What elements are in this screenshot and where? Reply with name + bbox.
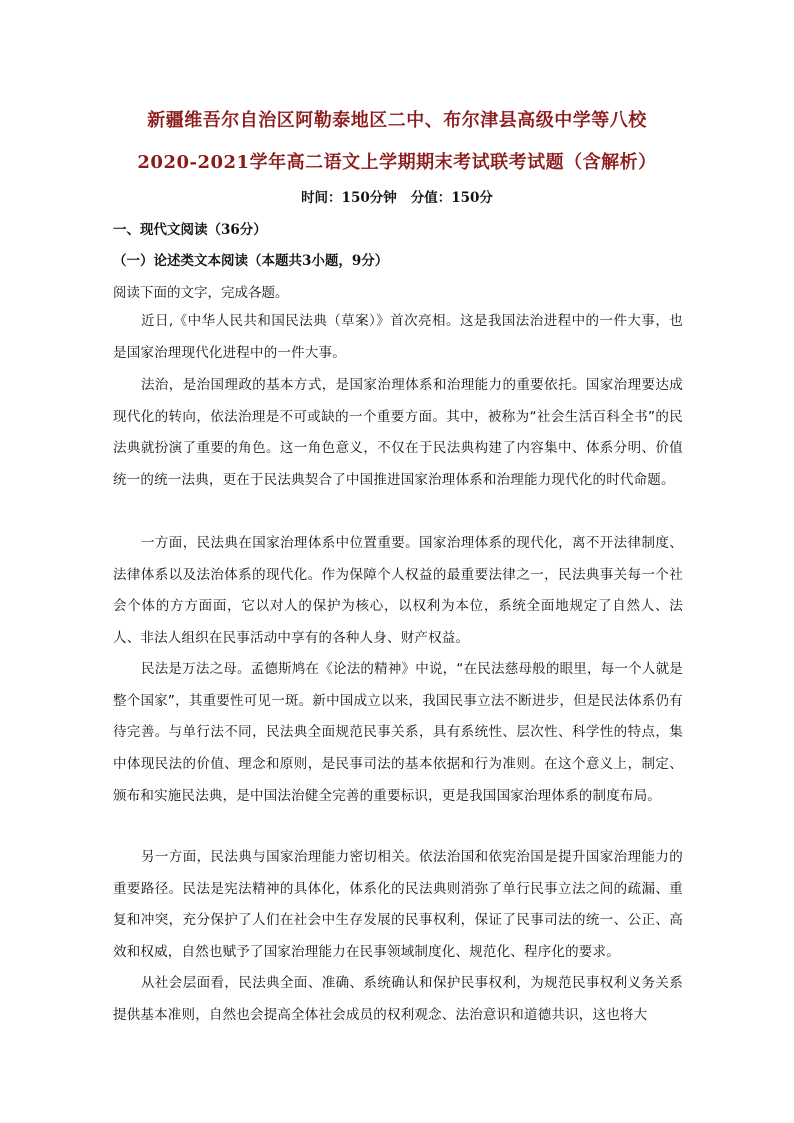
paragraph-2: 法治，是治国理政的基本方式，是国家治理体系和治理能力的重要依托。国家治理要达成现代化的转向，依法治理是不可或缺的一个重要方面。其中，被称为“社会生活百科全书”的民法典就扮演了重要的角色。这一角色意义，不仅在于民法典构建了内容集中、体系分明、价值统一的统一法典，更在于民法典契合了中国推进国家治理体系和治理能力现代化的时代命题。 xyxy=(113,377,683,489)
reading-instruction: 阅读下面的文字，完成各题。 xyxy=(113,285,289,301)
paragraph-3: 一方面，民法典在国家治理体系中位置重要。国家治理体系的现代化，离不开法律制度、法律体系以及法治体系的现代化。作为保障个人权益的最重要法律之一，民法典事关每一个社会个体的方方面面，它以对人的保护为核心，以权利为本位，系统全面地规定了自然人、法人、非法人组织在民事活动中享有的各种人身、财产权益。 xyxy=(113,535,683,647)
score-label: 分值：150分 xyxy=(410,190,493,206)
document-title-line-1: 新疆维吾尔自治区阿勒泰地区二中、布尔津县高级中学等八校 xyxy=(147,110,647,131)
subsection-heading: （一）论述类文本阅读（本题共3小题，9分） xyxy=(113,253,389,269)
paragraph-1: 近日,《中华人民共和国民法典（草案）》首次亮相。这是我国法治进程中的一件大事，也是国家治理现代化进程中的一件大事。 xyxy=(113,313,683,361)
time-label: 时间：150分钟 xyxy=(301,190,397,206)
paragraph-4: 民法是万法之母。孟德斯鸠在《论法的精神》中说，“在民法慈母般的眼里，每一个人就是整个国家”，其重要性可见一斑。新中国成立以来，我国民事立法不断进步，但是民法体系仍有待完善。与单行法不同，民法典全面规范民事关系，具有系统性、层次性、科学性的特点，集中体现民法的价值、理念和原则，是民事司法的基本依据和行为准则。在这个意义上，制定、颁布和实施民法典，是中国法治健全完善的重要标识，更是我国国家治理体系的制度布局。 xyxy=(113,661,683,804)
exam-meta xyxy=(0,186,794,206)
document-title-line-2: 2020-2021学年高二语文上学期期末考试联考试题（含解析） xyxy=(137,152,657,173)
paragraph-6: 从社会层面看，民法典全面、准确、系统确认和保护民事权利，为规范民事权利义务关系提供基本准则，自然也会提高全体社会成员的权利观念、法治意识和道德共识，这也将大 xyxy=(113,975,683,1023)
section-heading: 一、现代文阅读（36分） xyxy=(113,222,267,238)
paragraph-5: 另一方面，民法典与国家治理能力密切相关。依法治国和依宪治国是提升国家治理能力的重要路径。民法是宪法精神的具体化，体系化的民法典则消弥了单行民事立法之间的疏漏、重复和冲突，充分保护了人们在社会中生存发展的民事权利，保证了民事司法的统一、公正、高效和权威，自然也赋予了国家治理能力在民事领域制度化、规范化、程序化的要求。 xyxy=(113,849,683,961)
